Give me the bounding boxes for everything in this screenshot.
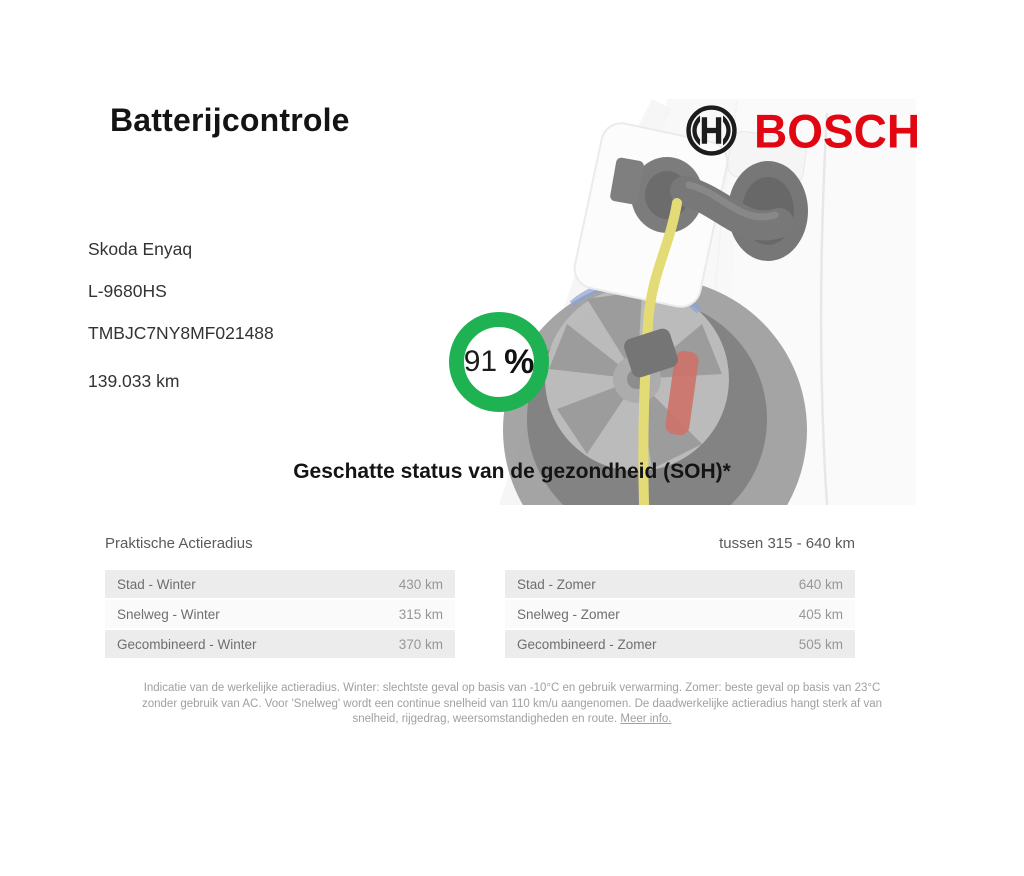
table-row — [105, 630, 455, 658]
soh-percent-sign: % — [504, 342, 535, 381]
vehicle-model: Skoda Enyaq — [88, 239, 193, 259]
soh-gauge-ring — [449, 312, 549, 412]
range-table-zomer — [505, 570, 855, 660]
range-summary: tussen 315 - 640 km — [719, 535, 855, 552]
range-label: Stad - Winter — [117, 576, 196, 592]
range-value: 505 km — [798, 636, 843, 652]
soh-gauge-value-group — [464, 343, 535, 382]
range-label: Gecombineerd - Zomer — [517, 636, 657, 652]
table-row — [505, 600, 855, 628]
table-row — [105, 570, 455, 598]
bosch-brand — [685, 104, 920, 157]
range-value: 405 km — [798, 606, 843, 622]
soh-value: 91 — [463, 345, 498, 378]
range-section-header — [105, 535, 855, 552]
range-label: Snelweg - Winter — [117, 606, 220, 622]
vehicle-license-plate: L-9680HS — [88, 281, 167, 301]
car-charging-photo — [437, 99, 916, 505]
range-label: Stad - Zomer — [517, 576, 596, 592]
range-value: 640 km — [798, 576, 843, 592]
range-value: 370 km — [398, 636, 443, 652]
car-charging-illustration — [437, 99, 916, 505]
bosch-wordmark: BOSCH — [754, 103, 921, 158]
page-title: Batterijcontrole — [110, 102, 350, 138]
range-value: 315 km — [398, 606, 443, 622]
range-label: Gecombineerd - Winter — [117, 636, 257, 652]
vehicle-mileage: 139.033 km — [88, 371, 180, 391]
range-label: Snelweg - Zomer — [517, 606, 620, 622]
disclaimer — [132, 681, 892, 728]
more-info-link[interactable]: Meer info. — [620, 713, 672, 726]
table-row — [505, 630, 855, 658]
table-row — [505, 570, 855, 598]
range-section-title: Praktische Actieradius — [105, 535, 253, 552]
bosch-logo-icon — [685, 104, 738, 157]
table-row — [105, 600, 455, 628]
disclaimer-text: Indicatie van de werkelijke actieradius. Winter: slechtste geval op basis van -10°C en gebruik verwarming. Zomer: beste geval op basis van 23°C zonder gebruik van AC. Voor 'Snelweg' wordt een continue snelheid van 110 km/u aangenomen. De daadwerkelijke actieradius hangt sterk af van snelheid, rijgedrag, weersomstandigheden en route. — [142, 682, 882, 726]
soh-caption: Geschatte status van de gezondheid (SOH)* — [293, 460, 731, 483]
vehicle-vin: TMBJC7NY8MF021488 — [88, 323, 274, 343]
range-value: 430 km — [398, 576, 443, 592]
range-table-winter — [105, 570, 455, 660]
